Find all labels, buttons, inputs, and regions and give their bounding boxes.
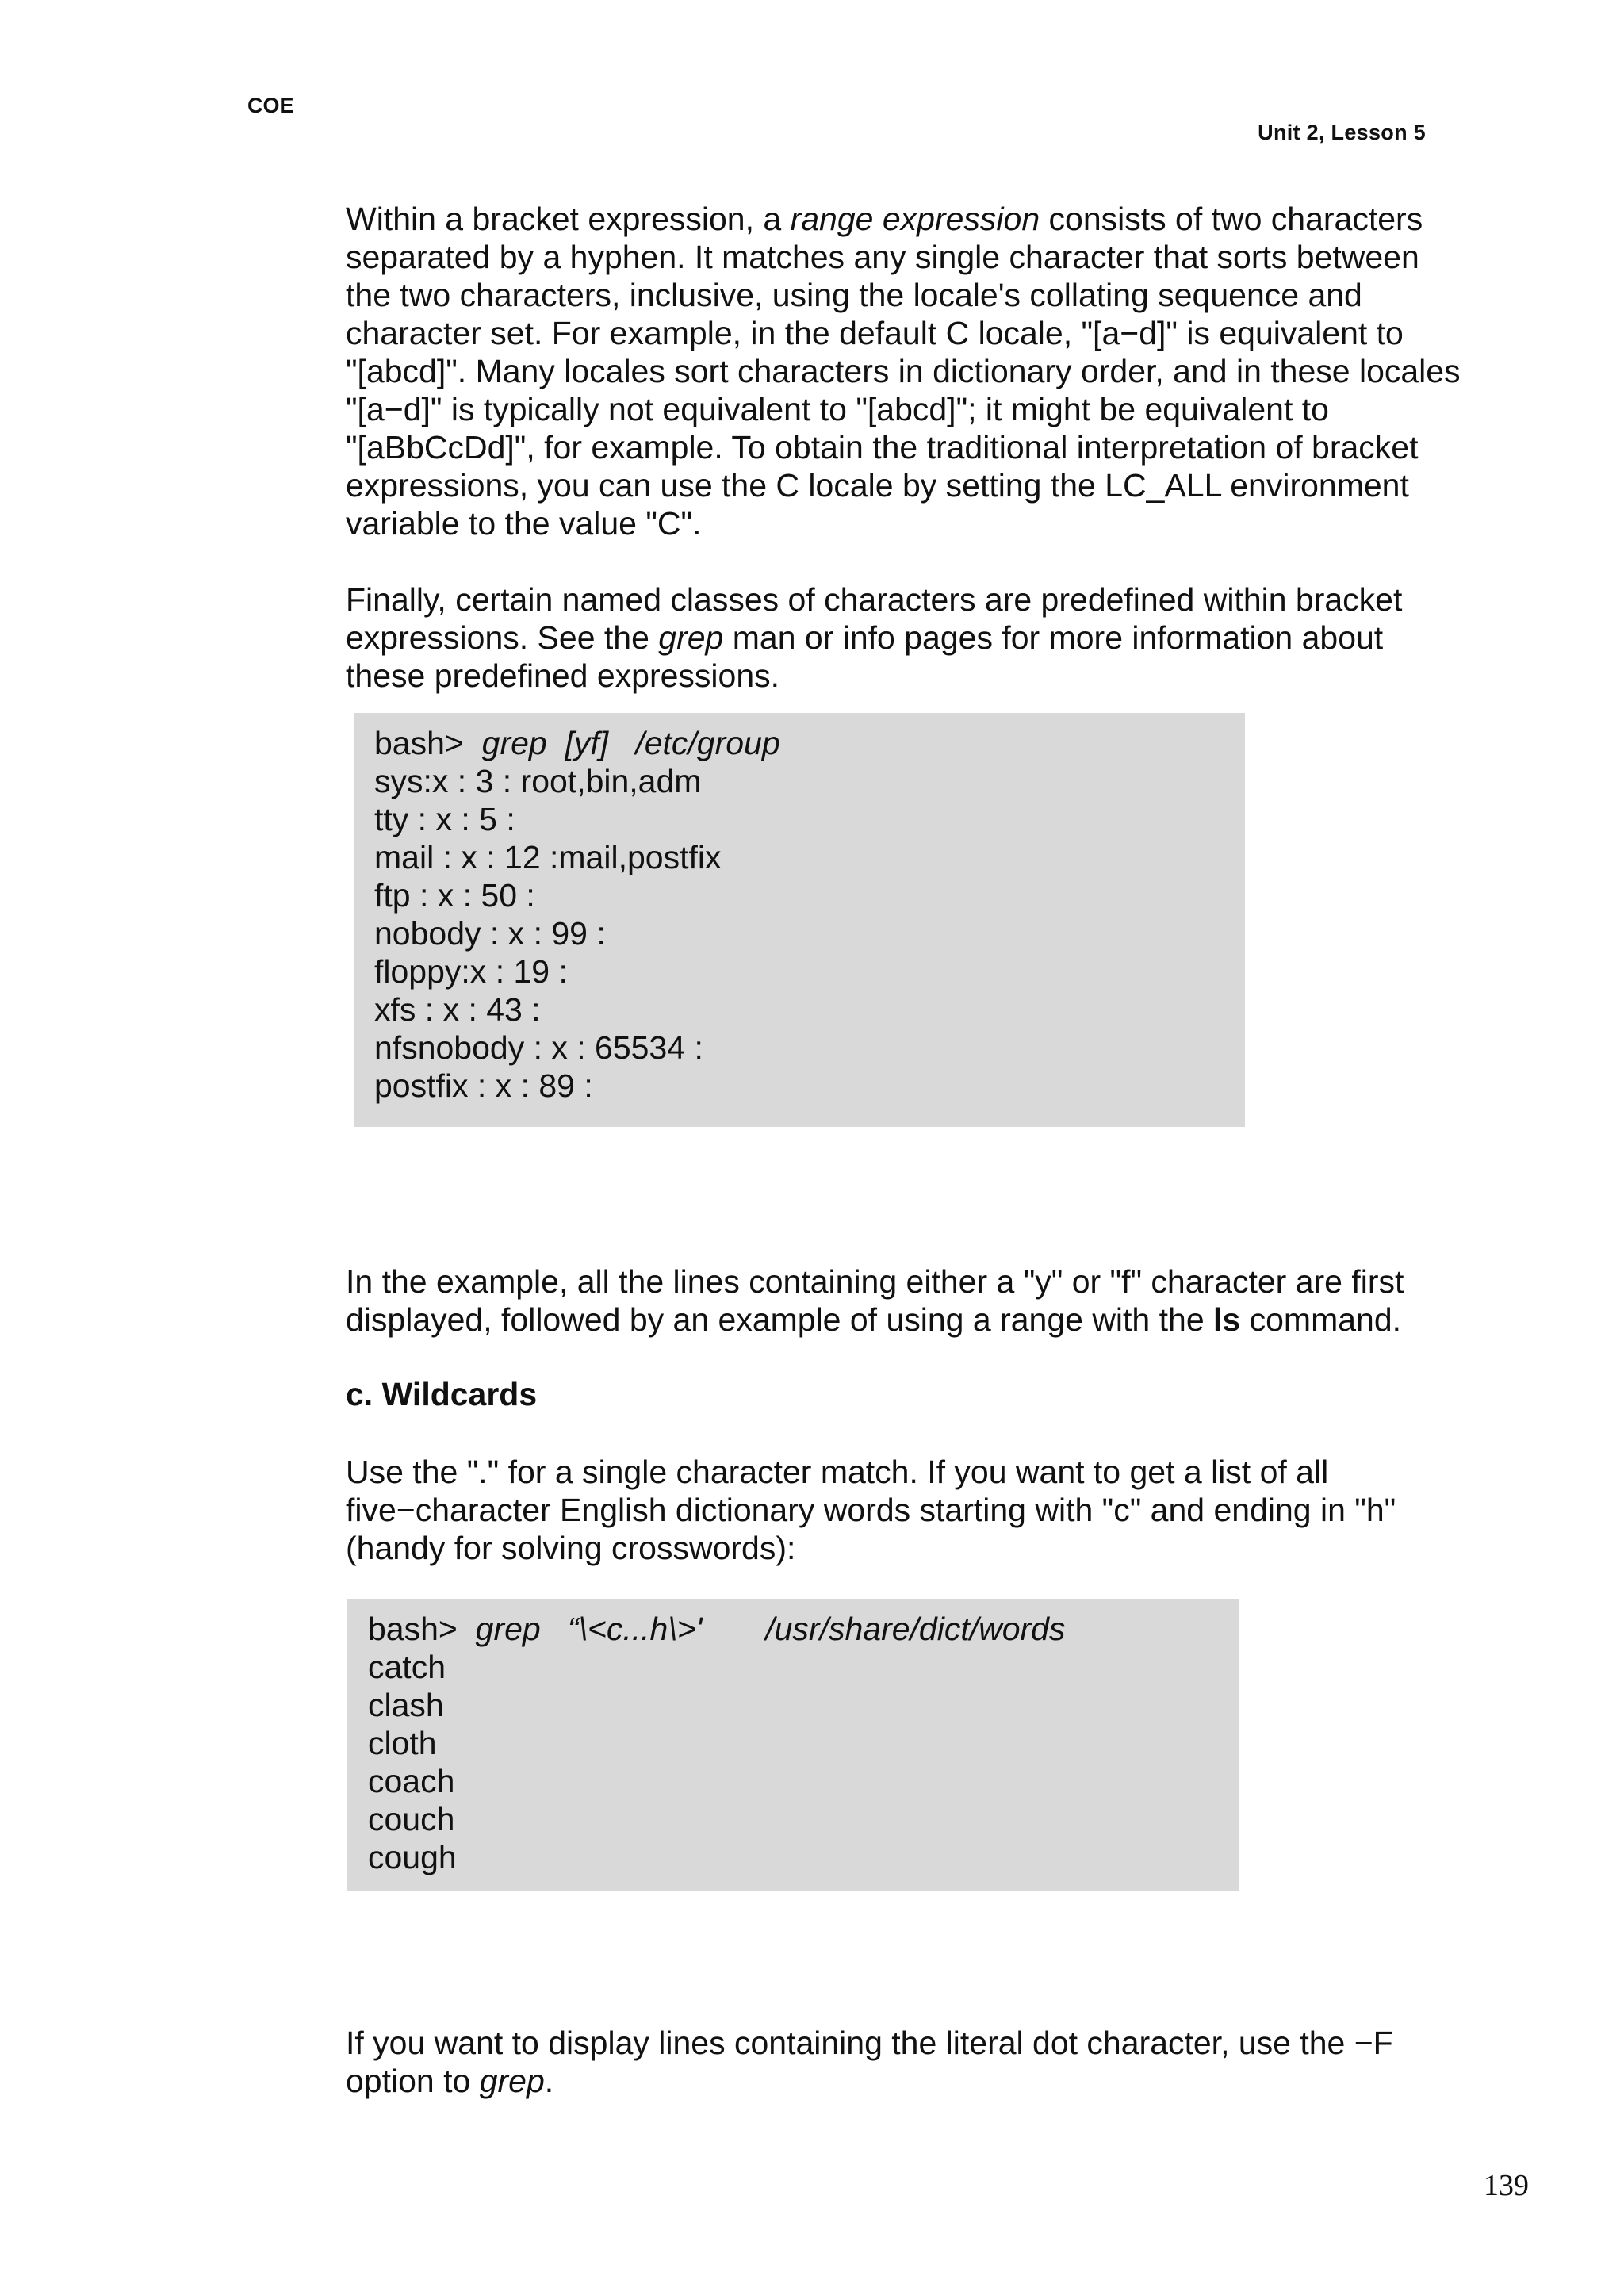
text-line: expressions, you can use the C locale by setting the LC_ALL environment <box>346 467 1409 504</box>
text-line: separated by a hyphen. It matches any single character that sorts between <box>346 239 1419 275</box>
header-left: COE <box>247 94 294 117</box>
emphasis: range expression <box>790 201 1040 237</box>
code-output-line: postfix : x : 89 : <box>374 1067 593 1104</box>
code-output-line: couch <box>368 1801 455 1837</box>
code-output-line: mail : x : 12 :mail,postfix <box>374 839 722 875</box>
text-line: (handy for solving crosswords): <box>346 1530 796 1566</box>
text-line: "[abcd]". Many locales sort characters in dictionary order, and in these locales <box>346 353 1461 389</box>
code-output-line: ftp : x : 50 : <box>374 877 535 914</box>
code-output-line: nobody : x : 99 : <box>374 915 606 952</box>
paragraph-named-classes <box>346 580 1503 695</box>
code-command: grep “\<c...h\>' /usr/share/dict/words <box>475 1611 1066 1647</box>
code-command: grep [yf] /etc/group <box>481 725 780 761</box>
text-line: displayed, followed by an example of using a range with the ls command. <box>346 1301 1402 1338</box>
text-line: these predefined expressions. <box>346 657 780 694</box>
code-command-line: bash> grep “\<c...h\>' /usr/share/dict/words <box>368 1611 1066 1647</box>
text-line: In the example, all the lines containing either a "y" or "f" character are first <box>346 1263 1404 1300</box>
text-line: five−character English dictionary words starting with "c" and ending in "h" <box>346 1492 1396 1528</box>
text-line: Finally, certain named classes of characters are predefined within bracket <box>346 581 1403 618</box>
code-output-line: floppy:x : 19 : <box>374 953 568 990</box>
paragraph-example-explanation <box>346 1262 1503 1339</box>
code-block-grep-group <box>354 713 1245 1127</box>
code-output-line: sys:x : 3 : root,bin,adm <box>374 763 702 799</box>
text-line: variable to the value "C". <box>346 505 702 542</box>
code-output-line: cloth <box>368 1725 437 1761</box>
code-output-line: cough <box>368 1839 457 1875</box>
text-line: "[a−d]" is typically not equivalent to "[abcd]"; it might be equivalent to <box>346 391 1329 427</box>
text-line: If you want to display lines containing the literal dot character, use the −F <box>346 2025 1393 2061</box>
text-line: "[aBbCcDd]", for example. To obtain the traditional interpretation of bracket <box>346 429 1419 466</box>
code-output-line: tty : x : 5 : <box>374 801 515 837</box>
paragraph-wildcards <box>346 1453 1503 1567</box>
text-line: Within a bracket expression, a range expression consists of two characters <box>346 201 1423 237</box>
command-name: ls <box>1213 1301 1241 1338</box>
paragraph-literal-dot <box>346 2024 1503 2100</box>
code-command-line: bash> grep [yf] /etc/group <box>374 725 780 761</box>
emphasis: grep <box>479 2063 545 2099</box>
paragraph-range-expression <box>346 200 1503 542</box>
header-right: Unit 2, Lesson 5 <box>1258 121 1426 144</box>
emphasis: grep <box>658 619 724 656</box>
code-output-line: nfsnobody : x : 65534 : <box>374 1029 703 1066</box>
code-output-line: catch <box>368 1649 446 1685</box>
text-line: the two characters, inclusive, using the locale's collating sequence and <box>346 277 1362 313</box>
code-output-line: clash <box>368 1687 444 1723</box>
code-output-line: xfs : x : 43 : <box>374 991 541 1028</box>
text-line: option to grep. <box>346 2063 554 2099</box>
text-line: character set. For example, in the default C locale, "[a−d]" is equivalent to <box>346 315 1404 351</box>
text-line: Use the "." for a single character match. If you want to get a list of all <box>346 1454 1329 1490</box>
code-output-line: coach <box>368 1763 455 1799</box>
text-line: expressions. See the grep man or info pages for more information about <box>346 619 1384 656</box>
page-number: 139 <box>1484 2169 1529 2202</box>
section-heading: c. Wildcards <box>346 1376 538 1412</box>
code-block-grep-words <box>347 1599 1239 1891</box>
